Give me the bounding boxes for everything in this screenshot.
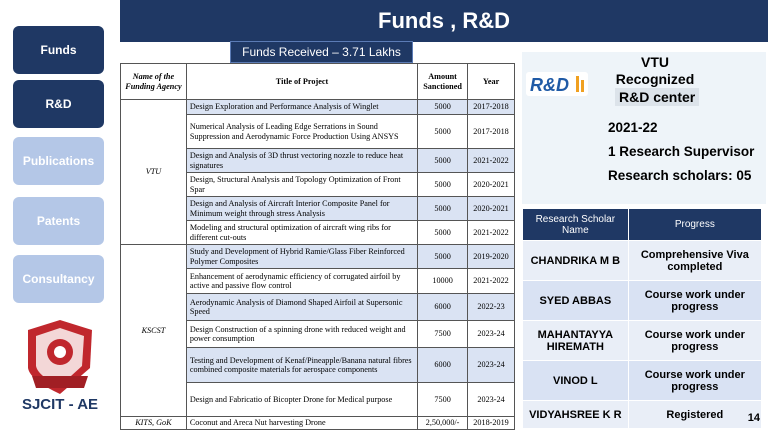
project-amount: 5000 (418, 115, 468, 149)
nav-rnd-button[interactable]: R&D (13, 80, 104, 128)
project-title: Coconut and Areca Nut harvesting Drone (186, 417, 417, 430)
brand-label: SJCIT - AE (21, 396, 99, 413)
project-title: Testing and Development of Kenaf/Pineapple/Banana natural fibres combined composite materials for aerospace components (186, 348, 417, 383)
rnd-logo-text: R&D (530, 75, 569, 95)
project-title: Enhancement of aerodynamic efficiency of corrugated airfoil by active and passive flow control (186, 269, 417, 294)
project-amount: 10000 (418, 269, 468, 294)
project-year: 2021-2022 (468, 149, 515, 173)
scholar-name: VINOD L (523, 361, 629, 401)
rnd-scholars-count: Research scholars: 05 (608, 168, 752, 183)
project-amount: 7500 (418, 383, 468, 417)
nav-consultancy-button[interactable]: Consultancy (13, 255, 104, 303)
project-amount: 5000 (418, 100, 468, 115)
scholars-table (522, 208, 762, 429)
project-amount: 5000 (418, 173, 468, 197)
funds-received-badge: Funds Received – 3.71 Lakhs (230, 41, 413, 63)
project-year: 2023-24 (468, 348, 515, 383)
scholar-progress: Course work under progress (628, 321, 761, 361)
project-year: 2019-2020 (468, 245, 515, 269)
rnd-supervisor: 1 Research Supervisor (608, 144, 755, 159)
project-year: 2023-24 (468, 321, 515, 348)
scholar-progress: Comprehensive Viva completed (628, 241, 761, 281)
page-number: 14 (747, 412, 760, 424)
project-amount: 6000 (418, 348, 468, 383)
nav-publications-button[interactable]: Publications (13, 137, 104, 185)
project-year: 2017-2018 (468, 115, 515, 149)
header-scholar-name: Research Scholar Name (523, 209, 629, 241)
project-amount: 5000 (418, 197, 468, 221)
table-row (523, 321, 762, 361)
agency-kits: KITS, GoK (121, 417, 187, 430)
project-year: 2020-2021 (468, 173, 515, 197)
college-crest-icon (18, 316, 102, 396)
project-amount: 7500 (418, 321, 468, 348)
sidebar (0, 0, 120, 432)
project-title: Design and Analysis of 3D thrust vectoring nozzle to reduce heat signatures (186, 149, 417, 173)
table-row (121, 417, 515, 430)
table-row (523, 361, 762, 401)
project-year: 2020-2021 (468, 197, 515, 221)
project-amount: 5000 (418, 221, 468, 245)
rnd-logo-icon (526, 70, 588, 98)
project-title: Design Construction of a spinning drone with reduced weight and power consumption (186, 321, 417, 348)
project-title: Design and Analysis of Aircraft Interior Composite Panel for Minimum weight through stress Analysis (186, 197, 417, 221)
table-row (121, 100, 515, 115)
nav-funds-button[interactable]: Funds (13, 26, 104, 74)
page-title: Funds , R&D (120, 0, 768, 42)
project-title: Aerodynamic Analysis of Diamond Shaped Airfoil at Supersonic Speed (186, 294, 417, 321)
project-year: 2022-23 (468, 294, 515, 321)
table-row (523, 281, 762, 321)
scholar-name: VIDYAHSREE K R (523, 401, 629, 429)
header-amount: Amount Sanctioned (418, 64, 468, 100)
agency-kscst: KSCST (121, 245, 187, 417)
vtu-recognized-label (600, 54, 710, 88)
agency-vtu: VTU (121, 100, 187, 245)
scholar-name: SYED ABBAS (523, 281, 629, 321)
project-amount: 6000 (418, 294, 468, 321)
table-row (121, 245, 515, 269)
table-row (523, 401, 762, 429)
project-title: Numerical Analysis of Leading Edge Serrations in Sound Suppression and Aerodynamic Force Production Using ANSYS (186, 115, 417, 149)
project-amount: 5000 (418, 149, 468, 173)
rnd-year: 2021-22 (608, 120, 658, 135)
project-year: 2021-2022 (468, 269, 515, 294)
header-year: Year (468, 64, 515, 100)
project-year: 2018-2019 (468, 417, 515, 430)
project-amount: 2,50,000/- (418, 417, 468, 430)
header-progress: Progress (628, 209, 761, 241)
scholar-progress: Course work under progress (628, 281, 761, 321)
project-title: Modeling and structural optimization of aircraft wing ribs for different cut-outs (186, 221, 417, 245)
project-year: 2017-2018 (468, 100, 515, 115)
header-title: Title of Project (186, 64, 417, 100)
scholar-progress: Registered (628, 401, 761, 429)
header-agency: Name of the Funding Agency (121, 64, 187, 100)
table-row (523, 241, 762, 281)
project-amount: 5000 (418, 245, 468, 269)
recognized-line: Recognized (615, 71, 695, 87)
nav-patents-button[interactable]: Patents (13, 197, 104, 245)
scholar-name: MAHANTAYYA HIREMATH (523, 321, 629, 361)
scholar-progress: Course work under progress (628, 361, 761, 401)
project-title: Design and Fabricatio of Bicopter Drone for Medical purpose (186, 383, 417, 417)
vtu-line: VTU (641, 54, 669, 70)
project-title: Design, Structural Analysis and Topology Optimization of Front Spar (186, 173, 417, 197)
project-year: 2023-24 (468, 383, 515, 417)
project-year: 2021-2022 (468, 221, 515, 245)
projects-table (120, 63, 515, 430)
project-title: Study and Development of Hybrid Ramie/Glass Fiber Reinforced Polymer Composites (186, 245, 417, 269)
project-title: Design Exploration and Performance Analysis of Winglet (186, 100, 417, 115)
scholar-name: CHANDRIKA M B (523, 241, 629, 281)
rnd-center-label: R&D center (615, 88, 699, 106)
